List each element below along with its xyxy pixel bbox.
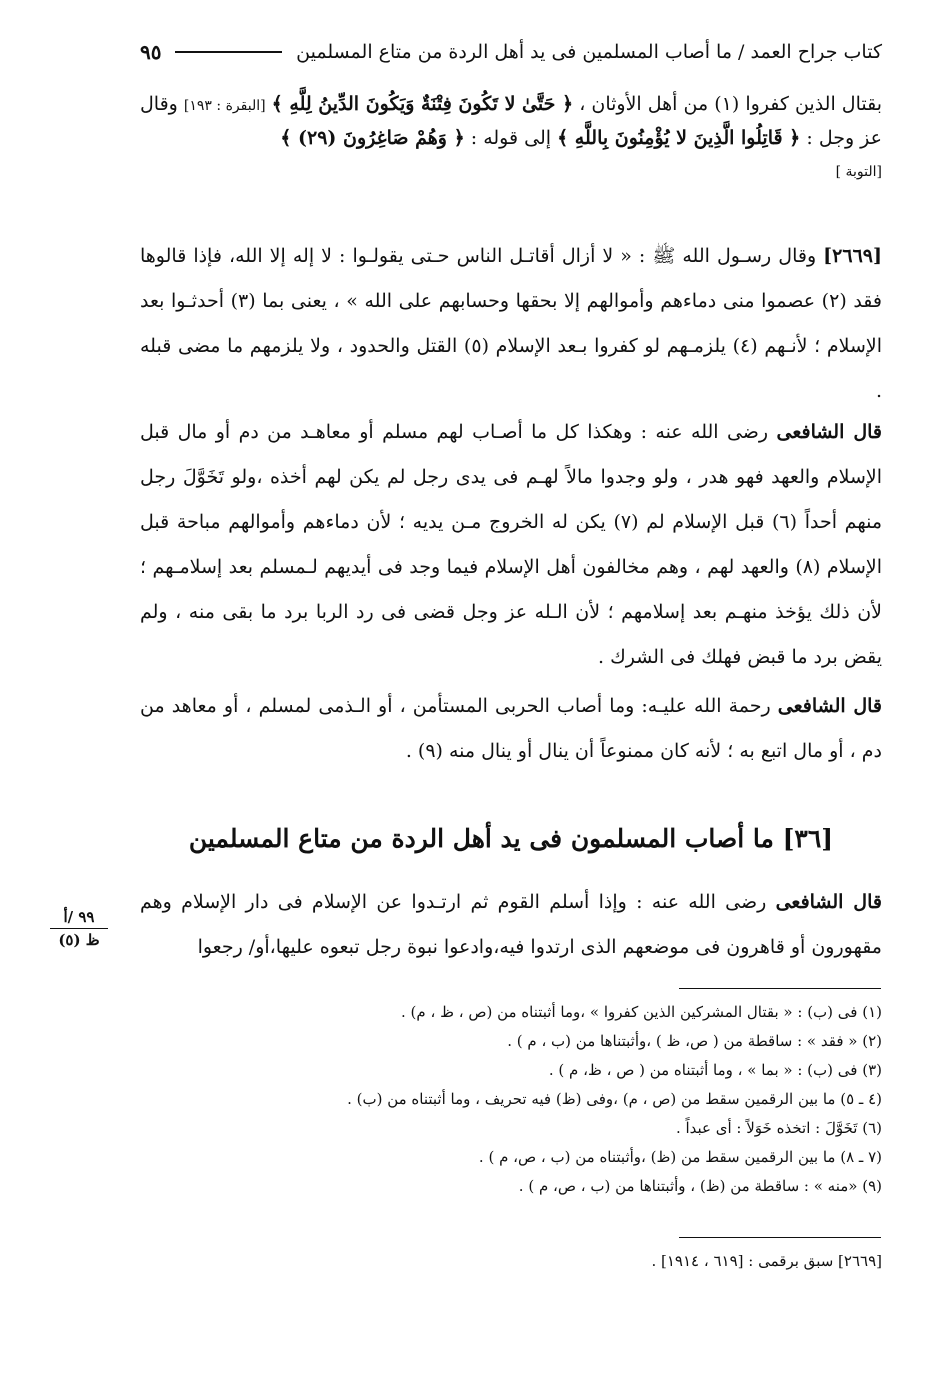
quran-verse: ﴿ قَاتِلُوا الَّذِينَ لا يُؤْمِنُونَ بِاللَّهِ ﴾ [557,127,801,149]
paragraph-text: رضى الله عنه : وهكذا كل ما أصـاب لهم مسلم أو معاهـد من دم أو مال قبل الإسلام والعهد فهو هدر ، ولو وجدوا مالاً لهـم فى يدى رجل لم يكن لهم أخذه ،ولو تَخَوَّلَ رجل منهم أحداً (٦) قبل الإسلام لم (٧) يكن له الخروج مـن يديه ؛ لأن دماءهم وأموالهم مباحة قبل الإسلام (٨) والعهد لهم ، وهم مخالفون أهل الإسلام فيما وجد فى أيديهم لـمسلم بعد إسلامـهم ؛ لأن ذلك يؤخذ منهـم بعد إسلامهم ؛ لأن الـله عز وجل قضى فى رد الربا برد ما بقى منه ، ولم يقض برد ما قبض فهلك فى الشرك . [140,421,882,668]
footnote: (٦) تَخَوَّلَ : اتخذه خَوَلاً : أى عبداً . [675,1119,882,1137]
quran-verse: ﴿ حَتَّىٰ لا تَكُونَ فِتْنَةٌ وَيَكُونَ الدِّينُ لِلَّهِ ﴾ [271,93,574,115]
speaker-lead: قال الشافعى [776,421,883,443]
paragraph-text: رضى الله عنه : وإذا أسلم القوم ثم ارتـدوا عن الإسلام فى دار الإسلام وهم مقهورون أو قاهرون فى موضعهم الذى ارتدوا فيه،وادعوا نبوة رجل تبعوه عليها،أو/ رجعوا [140,891,882,958]
quran-verse: ﴿ وَهُمْ صَاغِرُونَ (٢٩) ﴾ [280,127,465,149]
manuscript-margin-note [50,906,108,951]
hadith-paragraph [140,234,882,414]
speaker-lead: قال الشافعى [777,695,882,717]
speaker-lead: قال الشافعى [775,891,882,913]
intro-text-b: من أهل الأوثان ، [579,93,709,115]
intro-text-c: وقال عز وجل : [140,93,882,149]
shafii-paragraph-2 [140,684,882,774]
running-header [140,34,882,70]
footnote-separator [679,988,881,989]
citation-separator [679,1237,881,1238]
shafii-paragraph-3 [140,880,882,970]
footnote-ref: (١) [714,93,740,115]
section-heading: [٣٦] ما أصاب المسلمون فى يد أهل الردة من متاع المسلمين [188,824,834,853]
footnote: (٩) «منه » : ساقطة من (ظ) ، وأثبتناها من (ب ، ص، م ) . [518,1177,882,1195]
intro-text-a: بقتال الذين كفروا [745,93,883,115]
page-number: ٩٥ [140,40,162,64]
verse-reference: [التوبة ] [835,164,882,180]
header-title: كتاب جراح العمد / ما أصاب المسلمين فى يد أهل الردة من متاع المسلمين [296,41,882,63]
shafii-paragraph-1 [140,410,882,680]
folio-reference: ٩٩ /أ [50,906,108,929]
footnote: (٤ ـ ٥) ما بين الرقمين سقط من (ص ، م) ،وفى (ظ) فيه تحريف ، وما أثبتناه من (ب) . [347,1090,882,1108]
paragraph-text: رحمة الله عليـه: وما أصاب الحربى المستأمن ، أو الـذمى لمسلم ، أو معاهد من دم ، أو مال اتبع به ؛ لأنه كان ممنوعاً أن ينال أو ينال منه (٩) . [140,695,882,762]
header-rule [175,51,282,53]
paragraph-text: وقال رسـول الله ﷺ : « لا أزال أقاتـل الناس حـتى يقولـوا : لا إله إلا الله، فإذا قالوها فقد (٢) عصموا منى دماءهم وأموالهم إلا بحقها وحسابهم على الله » ، يعنى بما (٣) أحدثـوا بعد الإسلام ؛ لأنـهم (٤) يلزمـهم لو كفروا بـعد الإسلام (٥) القتل والحدود ، ولا يلزمهم ما مضى قبله . [140,245,882,402]
intro-text-d: إلى قوله : [470,127,552,149]
intro-paragraph [140,88,882,188]
manuscript-siglum: ظ (٥) [58,931,100,949]
footnote: (١) فى (ب) : « بقتال المشركين الذين كفروا » ،وما أثبتناه من (ص ، ظ ، م) . [401,1003,882,1021]
footnote: (٣) فى (ب) : « بما » ، وما أثبتناه من ( ص ، ظ، م ) . [548,1061,882,1079]
footnotes [140,998,882,1201]
footnote: (٧ ـ ٨) ما بين الرقمين سقط من (ظ) ،وأثبتناه من (ب ، ص، م ) . [478,1148,882,1166]
verse-reference: [البقرة : ١٩٣] [183,98,266,114]
cross-reference-citation: [٢٦٦٩] سبق برقمى : [٦١٩ ، ١٩١٤] . [651,1252,882,1270]
footnote: (٢) « فقد » : ساقطة من ( ص، ظ ) ،وأثبتناها من (ب ، م ) . [507,1032,882,1050]
hadith-number: [٢٦٦٩] [823,245,882,267]
